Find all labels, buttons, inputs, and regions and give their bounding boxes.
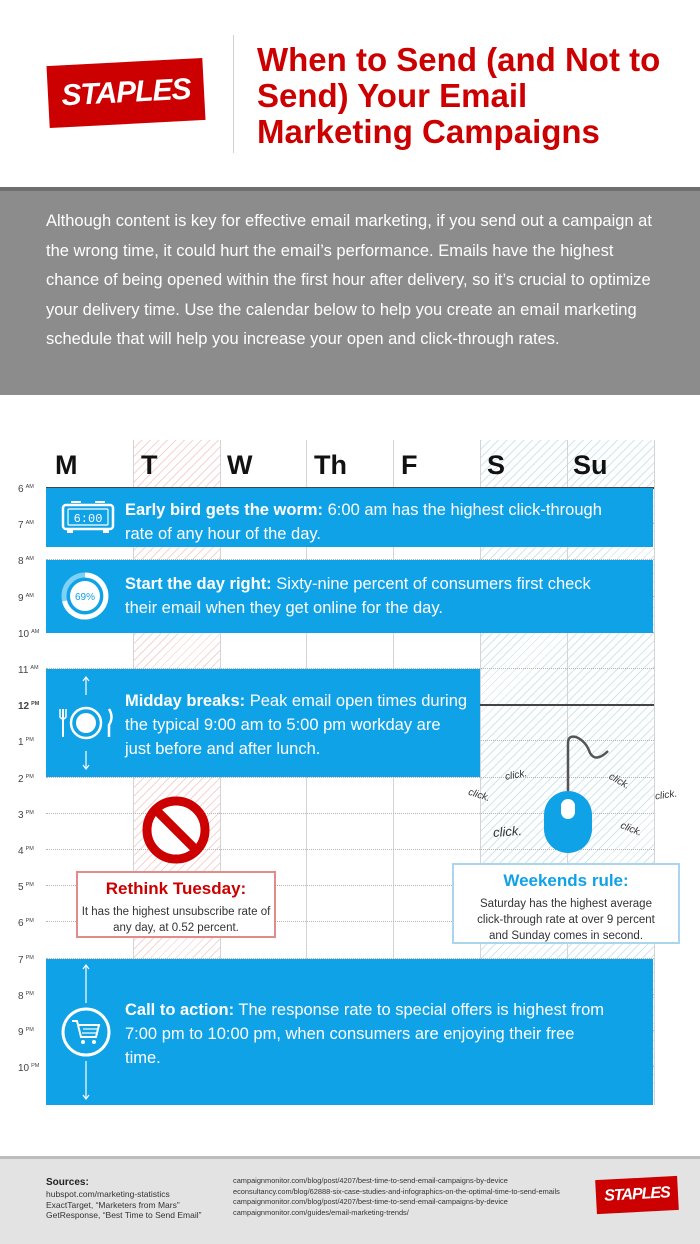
header-divider (233, 35, 234, 153)
early-bird-band (46, 488, 653, 547)
midday-band (46, 669, 480, 777)
weekly-calendar (0, 440, 700, 1110)
weekends-rule-callout (452, 863, 680, 944)
sources-footer (0, 1156, 700, 1244)
hour-label: 11 $^{AM}$ (18, 665, 39, 676)
hour-label: 6 $^{PM}$ (18, 918, 34, 929)
gauge-icon (60, 571, 110, 626)
day-header-friday: F (401, 450, 418, 480)
page-title: When to Send (and Not to Send) Your Email Marketing Campaigns (257, 41, 661, 150)
click-label-large: click. (492, 823, 523, 840)
click-label: click. (618, 820, 644, 839)
shopping-cart-icon (60, 963, 112, 1106)
source-item: ExactTarget, “Marketers from Mars” (46, 1199, 180, 1210)
staples-logo[interactable]: STAPLES (46, 58, 205, 128)
start-day-text: Start the day right: Sixty-nine percent of consumers first check their email when they get online for the day. (125, 575, 591, 617)
hour-label: 10 $^{AM}$ (18, 629, 40, 640)
sources-heading: Sources: (46, 1177, 89, 1188)
day-header-sunday: Su (573, 450, 608, 480)
day-header-monday: M (55, 450, 78, 480)
intro-band (0, 187, 700, 395)
click-label: click. (466, 786, 492, 805)
weekends-rule-title: Weekends rule: (503, 871, 629, 890)
svg-text:69%: 69% (74, 592, 96, 603)
sources-right-list (233, 1176, 560, 1218)
source-link[interactable]: econsultancy.com/blog/62888-six-case-studies-and-infographics-on-the-optimal-time-to-send-emails (233, 1186, 560, 1196)
hour-label: 3 $^{PM}$ (18, 810, 34, 821)
source-link[interactable]: campaignmonitor.com/blog/post/4207/best-time-to-send-email-campaigns-by-device (233, 1176, 508, 1185)
hour-label: 5 $^{PM}$ (18, 882, 34, 893)
hour-label: 7 $^{AM}$ (18, 520, 34, 531)
prohibited-icon (141, 795, 211, 870)
day-header-saturday: S (487, 450, 506, 480)
sources-left-list (46, 1189, 201, 1221)
hour-label: 10 $^{PM}$ (18, 1063, 40, 1074)
click-label: click. (504, 768, 529, 783)
rethink-tuesday-callout (76, 871, 276, 938)
early-bird-text: Early bird gets the worm: 6:00 am has the highest click-through rate of any hour of the day. (125, 501, 602, 543)
hour-label: 2 $^{PM}$ (18, 774, 34, 785)
hour-label: 9 $^{AM}$ (18, 593, 34, 604)
hour-label: 1 $^{PM}$ (18, 737, 34, 748)
svg-text:6:00: 6:00 (73, 512, 103, 526)
day-header-thursday: Th (314, 450, 347, 480)
source-item: hubspot.com/marketing-statistics (46, 1189, 170, 1199)
hour-label: 8 $^{AM}$ (18, 556, 34, 567)
intro-text: Although content is key for effective email marketing, if you send out a campaign at the wrong time, it could hurt the email’s performance. Emails have the highest chance of being opened within the first hour after delivery, so it’s crucial to optimize your delivery time. Use the calendar below to help you create an email marketing schedule that will help you increase your open and click-through rates. (46, 212, 652, 349)
plate-fork-knife-icon (58, 675, 114, 776)
call-to-action-band (46, 959, 653, 1105)
start-day-band (46, 560, 653, 633)
hour-label: 6 $^{AM}$ (18, 484, 34, 495)
hour-label: 8 $^{PM}$ (18, 991, 34, 1002)
midday-text: Midday breaks: Peak email open times during the typical 9:00 am to 5:00 pm workday are just before and after lunch. (125, 692, 468, 758)
alarm-clock-icon (59, 500, 117, 539)
day-header-wednesday: W (227, 450, 253, 480)
click-label: click. (654, 788, 678, 803)
hour-label: 7 $^{PM}$ (18, 955, 34, 966)
column-divider (654, 440, 655, 1105)
hour-label: 9 $^{PM}$ (18, 1027, 34, 1038)
source-link[interactable]: campaignmonitor.com/blog/post/4207/best-time-to-send-email-campaigns-by-device (233, 1197, 508, 1206)
weekends-rule-text: Saturday has the highest average click-through rate at over 9 percent and Sunday comes in second. (477, 898, 655, 942)
hour-label: 4 $^{PM}$ (18, 846, 34, 857)
mouse-icon (540, 733, 612, 860)
day-header-tuesday: T (141, 450, 158, 480)
hour-label-noon: 12 $^{PM}$ (18, 701, 40, 712)
click-label: click. (606, 771, 632, 792)
call-to-action-text: Call to action: The response rate to special offers is highest from 7:00 pm to 10:00 pm, when consumers are enjoying their free time. (125, 1001, 605, 1067)
staples-logo-footer[interactable]: STAPLES (595, 1176, 679, 1214)
source-link[interactable]: campaignmonitor.com/guides/email-marketing-trends/ (233, 1207, 409, 1217)
rethink-tuesday-title: Rethink Tuesday: (105, 879, 247, 898)
rethink-tuesday-text: It has the highest unsubscribe rate of any day, at 0.52 percent. (81, 906, 271, 934)
source-item: GetResponse, “Best Time to Send Email” (46, 1210, 202, 1220)
